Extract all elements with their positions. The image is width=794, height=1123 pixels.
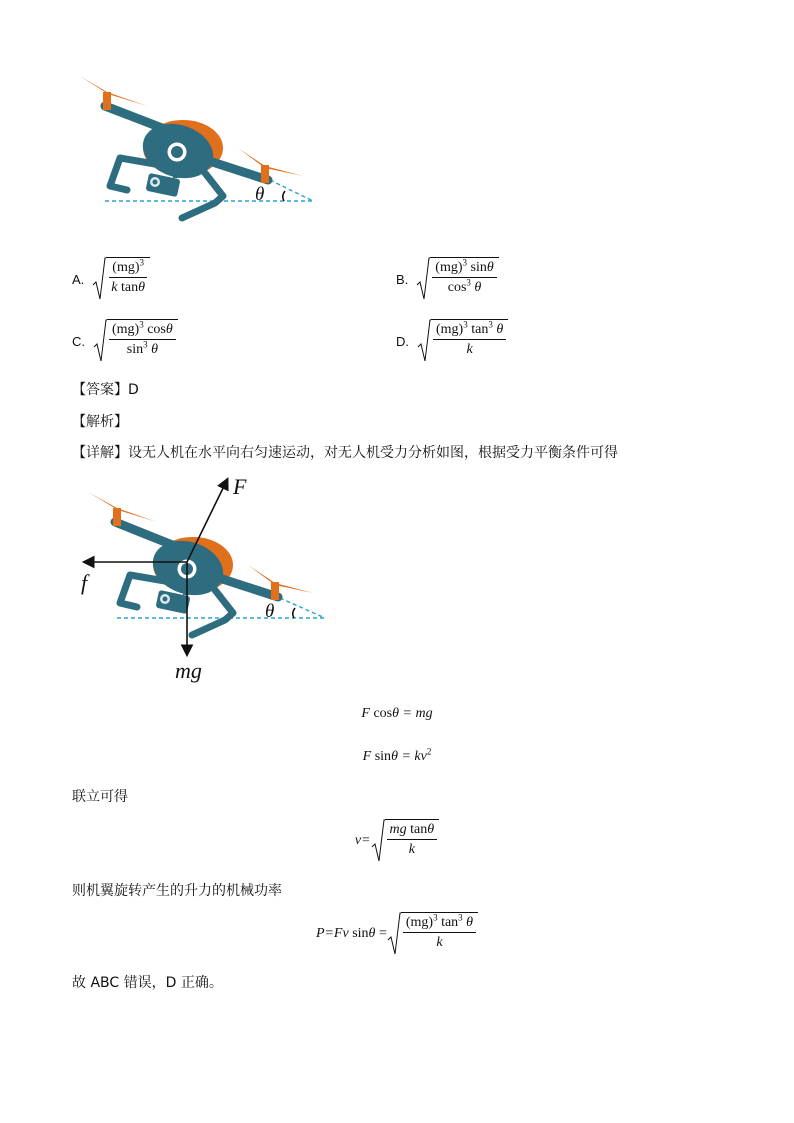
option-c[interactable]: [72, 319, 178, 363]
answer-value: D: [128, 382, 139, 398]
option-d[interactable]: [396, 319, 508, 363]
option-b-formula: $\frac{(mg)^3 \sin\theta}{\cos^3 \theta}$: [416, 257, 498, 301]
answer-tag: 【答案】: [72, 382, 128, 398]
power-text: 则机翼旋转产生的升力的机械功率: [72, 883, 282, 899]
option-a[interactable]: [72, 257, 150, 301]
equation-power: P=Fv sin θ = $\frac{(mg)^3 \tan^3 \theta}{k}$: [0, 912, 794, 956]
force-f-label: f: [81, 570, 88, 595]
equation-vertical: F cosθ = mg: [361, 706, 433, 721]
tilt-dashed-line: [270, 180, 313, 201]
option-b-label: B.: [396, 271, 409, 287]
option-b[interactable]: [396, 257, 499, 301]
force-mg-label: mg: [175, 658, 202, 683]
analysis-tag: 【解析】: [72, 414, 128, 430]
detail-line: [72, 442, 618, 462]
option-c-formula: $\frac{(mg)^3 \cos\theta}{\sin^3 \theta}$: [93, 319, 178, 363]
option-c-label: C.: [72, 333, 85, 349]
force-diagram: [75, 470, 335, 690]
angle-label: θ: [255, 184, 265, 205]
propeller-left-icon: [80, 76, 147, 106]
equation-velocity: v= $\frac{\text{mg tanθ}}{k}$: [0, 819, 794, 863]
conclusion-text: 故 ABC 错误，D 正确。: [72, 975, 223, 991]
detail-text: 设无人机在水平向右匀速运动，对无人机受力分析如图，根据受力平衡条件可得: [128, 445, 618, 461]
equation-horizontal: F $\sin\theta = kv^2$: [362, 746, 432, 764]
angle-label-2: θ: [265, 601, 275, 622]
answer-line: [72, 379, 139, 399]
right-leg: [182, 173, 223, 218]
drone-figure: [75, 68, 325, 238]
option-d-label: D.: [396, 333, 409, 349]
combine-text: 联立可得: [72, 789, 128, 805]
angle-arc: [283, 191, 285, 201]
option-a-label: A.: [72, 271, 85, 287]
detail-tag: 【详解】: [72, 445, 128, 461]
option-a-formula: $\frac{(mg)^3}{\text{k tanθ}}$: [92, 257, 150, 301]
option-d-formula: $\frac{(mg)^3 \tan^3 \theta}{k}$: [417, 319, 508, 363]
force-F-label: F: [233, 474, 247, 499]
